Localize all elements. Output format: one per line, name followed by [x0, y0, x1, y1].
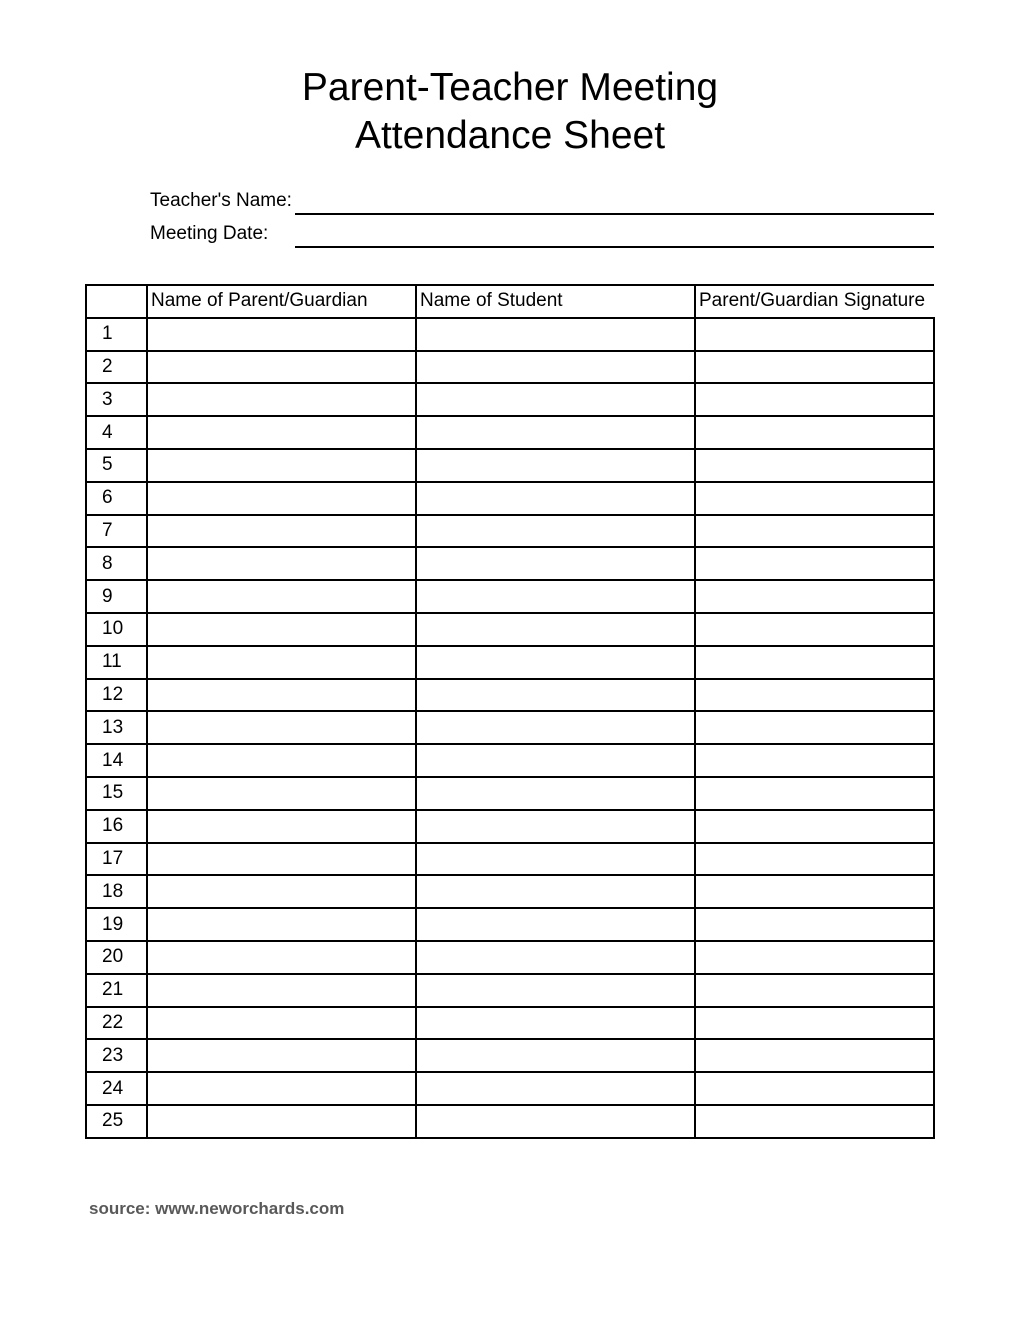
row-number: 1: [86, 318, 147, 351]
row-number: 22: [86, 1007, 147, 1040]
title-line-2: Attendance Sheet: [354, 114, 666, 157]
row-number: 24: [86, 1072, 147, 1105]
student-name-cell[interactable]: [416, 547, 695, 580]
parent-name-cell[interactable]: [147, 1105, 416, 1138]
table-row: [86, 1007, 934, 1040]
row-number: 5: [86, 449, 147, 482]
student-name-cell[interactable]: [416, 1072, 695, 1105]
student-name-cell[interactable]: [416, 515, 695, 548]
header-signature: Parent/Guardian Signature: [695, 285, 934, 318]
row-number: 25: [86, 1105, 147, 1138]
teacher-name-input-line[interactable]: [295, 213, 934, 215]
student-name-cell[interactable]: [416, 1105, 695, 1138]
row-number: 8: [86, 547, 147, 580]
student-name-cell[interactable]: [416, 974, 695, 1007]
signature-cell[interactable]: [695, 383, 934, 416]
student-name-cell[interactable]: [416, 908, 695, 941]
signature-cell[interactable]: [695, 515, 934, 548]
parent-name-cell[interactable]: [147, 646, 416, 679]
signature-cell[interactable]: [695, 777, 934, 810]
signature-cell[interactable]: [695, 547, 934, 580]
table-row: [86, 974, 934, 1007]
table-row: [86, 580, 934, 613]
signature-cell[interactable]: [695, 416, 934, 449]
table-row: [86, 318, 934, 351]
table-row: [86, 449, 934, 482]
signature-cell[interactable]: [695, 744, 934, 777]
parent-name-cell[interactable]: [147, 777, 416, 810]
parent-name-cell[interactable]: [147, 613, 416, 646]
table-row: [86, 613, 934, 646]
student-name-cell[interactable]: [416, 744, 695, 777]
meeting-date-input-line[interactable]: [295, 246, 934, 248]
row-number: 11: [86, 646, 147, 679]
signature-cell[interactable]: [695, 318, 934, 351]
student-name-cell[interactable]: [416, 875, 695, 908]
header-student-name: Name of Student: [416, 285, 695, 318]
row-number: 18: [86, 875, 147, 908]
table-row: [86, 810, 934, 843]
row-number: 13: [86, 711, 147, 744]
parent-name-cell[interactable]: [147, 449, 416, 482]
parent-name-cell[interactable]: [147, 810, 416, 843]
signature-cell[interactable]: [695, 974, 934, 1007]
parent-name-cell[interactable]: [147, 318, 416, 351]
parent-name-cell[interactable]: [147, 843, 416, 876]
parent-name-cell[interactable]: [147, 515, 416, 548]
parent-name-cell[interactable]: [147, 679, 416, 712]
row-number: 3: [86, 383, 147, 416]
signature-cell[interactable]: [695, 580, 934, 613]
signature-cell[interactable]: [695, 875, 934, 908]
student-name-cell[interactable]: [416, 1007, 695, 1040]
table-row: [86, 744, 934, 777]
table-row: [86, 482, 934, 515]
signature-cell[interactable]: [695, 711, 934, 744]
header-number: [86, 285, 147, 318]
row-number: 14: [86, 744, 147, 777]
student-name-cell[interactable]: [416, 383, 695, 416]
table-row: [86, 383, 934, 416]
signature-cell[interactable]: [695, 1007, 934, 1040]
student-name-cell[interactable]: [416, 679, 695, 712]
row-number: 15: [86, 777, 147, 810]
student-name-cell[interactable]: [416, 941, 695, 974]
student-name-cell[interactable]: [416, 646, 695, 679]
parent-name-cell[interactable]: [147, 941, 416, 974]
student-name-cell[interactable]: [416, 1039, 695, 1072]
parent-name-cell[interactable]: [147, 1007, 416, 1040]
signature-cell[interactable]: [695, 449, 934, 482]
title-line-1: Parent-Teacher Meeting: [301, 66, 719, 109]
student-name-cell[interactable]: [416, 711, 695, 744]
table-row: [86, 547, 934, 580]
row-number: 19: [86, 908, 147, 941]
parent-name-cell[interactable]: [147, 744, 416, 777]
student-name-cell[interactable]: [416, 449, 695, 482]
table-row: [86, 941, 934, 974]
signature-cell[interactable]: [695, 613, 934, 646]
student-name-cell[interactable]: [416, 351, 695, 384]
signature-cell[interactable]: [695, 351, 934, 384]
table-row: [86, 1072, 934, 1105]
table-row: [86, 679, 934, 712]
parent-name-cell[interactable]: [147, 908, 416, 941]
student-name-cell[interactable]: [416, 416, 695, 449]
attendance-table: [85, 284, 935, 1139]
table-row: [86, 843, 934, 876]
row-number: 17: [86, 843, 147, 876]
parent-name-cell[interactable]: [147, 1072, 416, 1105]
source-credit: source: www.neworchards.com: [89, 1199, 345, 1218]
signature-cell[interactable]: [695, 1105, 934, 1138]
signature-cell[interactable]: [695, 941, 934, 974]
teacher-name-label: Teacher's Name:: [150, 190, 292, 211]
table-row: [86, 875, 934, 908]
table-row: [86, 1039, 934, 1072]
table-row: [86, 646, 934, 679]
student-name-cell[interactable]: [416, 318, 695, 351]
student-name-cell[interactable]: [416, 810, 695, 843]
table-header-row: [86, 285, 934, 318]
parent-name-cell[interactable]: [147, 547, 416, 580]
row-number: 4: [86, 416, 147, 449]
parent-name-cell[interactable]: [147, 974, 416, 1007]
row-number: 23: [86, 1039, 147, 1072]
row-number: 20: [86, 941, 147, 974]
table-row: [86, 351, 934, 384]
parent-name-cell[interactable]: [147, 1039, 416, 1072]
parent-name-cell[interactable]: [147, 416, 416, 449]
table-row: [86, 711, 934, 744]
parent-name-cell[interactable]: [147, 383, 416, 416]
row-number: 2: [86, 351, 147, 384]
row-number: 10: [86, 613, 147, 646]
signature-cell[interactable]: [695, 810, 934, 843]
student-name-cell[interactable]: [416, 843, 695, 876]
header-parent-name: Name of Parent/Guardian: [147, 285, 416, 318]
signature-cell[interactable]: [695, 679, 934, 712]
student-name-cell[interactable]: [416, 613, 695, 646]
meeting-date-label: Meeting Date:: [150, 223, 269, 244]
parent-name-cell[interactable]: [147, 351, 416, 384]
table-row: [86, 515, 934, 548]
signature-cell[interactable]: [695, 908, 934, 941]
student-name-cell[interactable]: [416, 777, 695, 810]
parent-name-cell[interactable]: [147, 711, 416, 744]
signature-cell[interactable]: [695, 1072, 934, 1105]
parent-name-cell[interactable]: [147, 875, 416, 908]
signature-cell[interactable]: [695, 1039, 934, 1072]
page-title: [0, 64, 1020, 160]
row-number: 7: [86, 515, 147, 548]
row-number: 9: [86, 580, 147, 613]
signature-cell[interactable]: [695, 646, 934, 679]
table-row: [86, 908, 934, 941]
parent-name-cell[interactable]: [147, 482, 416, 515]
student-name-cell[interactable]: [416, 482, 695, 515]
row-number: 21: [86, 974, 147, 1007]
row-number: 16: [86, 810, 147, 843]
signature-cell[interactable]: [695, 482, 934, 515]
parent-name-cell[interactable]: [147, 580, 416, 613]
signature-cell[interactable]: [695, 843, 934, 876]
table-row: [86, 1105, 934, 1138]
row-number: 12: [86, 679, 147, 712]
table-row: [86, 416, 934, 449]
row-number: 6: [86, 482, 147, 515]
student-name-cell[interactable]: [416, 580, 695, 613]
table-row: [86, 777, 934, 810]
